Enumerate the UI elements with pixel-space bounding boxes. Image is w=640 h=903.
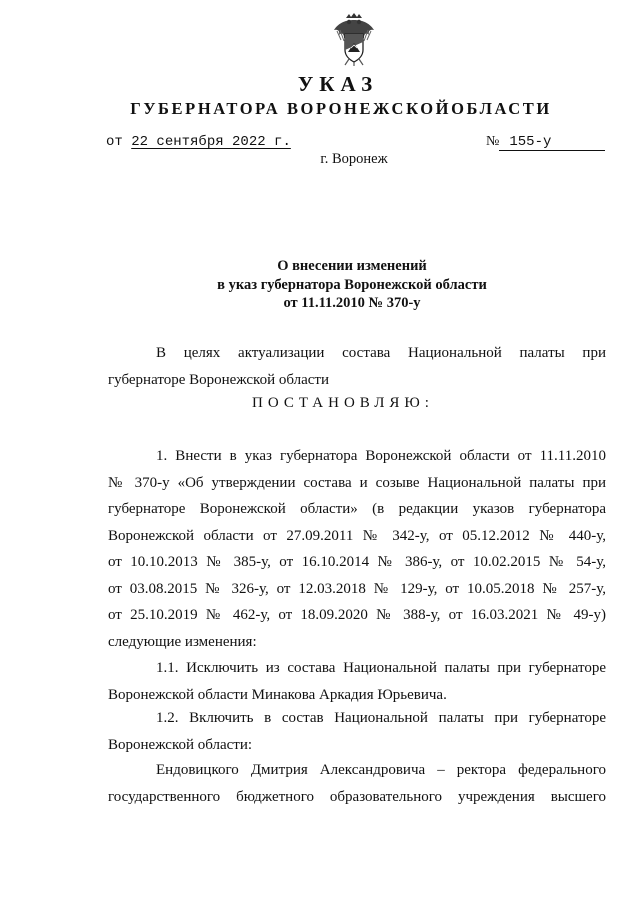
item-1-line: № 370-у «Об утверждении состава и созыве Национальной палаты при [108,474,606,491]
date-prefix: от [106,134,123,150]
city: г. Воронеж [320,151,388,167]
item-1-line: от 10.10.2013 № 385-у, от 16.10.2014 № 386-у, от 10.02.2015 № 54-у, [108,554,606,570]
document-title: УКАЗ [297,72,379,96]
appointee-line: государственного бюджетного образовательного учреждения высшего [108,788,606,805]
item-1-line: губернаторе Воронежской области» (в редакции указов губернатора [108,501,606,517]
number-value: 155-у [499,135,605,151]
number-prefix: № [486,134,500,149]
decree-subject [0,257,640,313]
appointee [108,757,606,810]
item-1-1-line: Воронежской области Минакова Аркадия Юрьевича. [108,686,447,703]
item-1-2-line: Воронежской области: [108,736,253,753]
item-1-line: 1. Внести в указ губернатора Воронежской области от 11.11.2010 [156,448,606,464]
item-1-line: от 25.10.2019 № 462-у, от 18.09.2020 № 388-у, от 16.03.2021 № 49-у) [108,607,606,623]
subject-line: в указ губернатора Воронежской области [217,276,487,293]
preamble [108,340,606,393]
preamble-line: губернаторе Воронежской области [108,371,329,388]
item-1 [108,443,606,655]
subject-line: О внесении изменений [277,258,427,274]
appointee-line: Ендовицкого Дмитрия Александровича – ректора федерального [156,762,606,778]
document-issuer: ГУБЕРНАТОРА ВОРОНЕЖСКОЙОБЛАСТИ [130,99,552,118]
decree-date [106,134,291,150]
item-1-line: от 03.08.2015 № 326-у, от 12.03.2018 № 129-у, от 10.05.2018 № 257-у, [108,580,606,597]
item-1-line: следующие изменения: [108,633,257,650]
item-1-line: Воронежской области от 27.09.2011 № 342-у, от 05.12.2012 № 440-у, [108,527,606,544]
resolve-heading: ПОСТАНОВЛЯЮ: [252,395,434,411]
item-1-2 [108,705,606,758]
date-value: 22 сентября 2022 г. [131,134,291,150]
decree-number [486,134,605,151]
item-1-1-line: 1.1. Исключить из состава Национальной палаты при губернаторе [156,660,606,676]
preamble-line: В целях актуализации состава Национальной палаты при [156,345,606,361]
item-1-1 [108,655,606,708]
item-1-2-line: 1.2. Включить в состав Национальной палаты при губернаторе [156,710,606,726]
subject-line: от 11.11.2010 № 370-у [283,295,421,311]
voronezh-coat-of-arms-icon [331,12,377,66]
